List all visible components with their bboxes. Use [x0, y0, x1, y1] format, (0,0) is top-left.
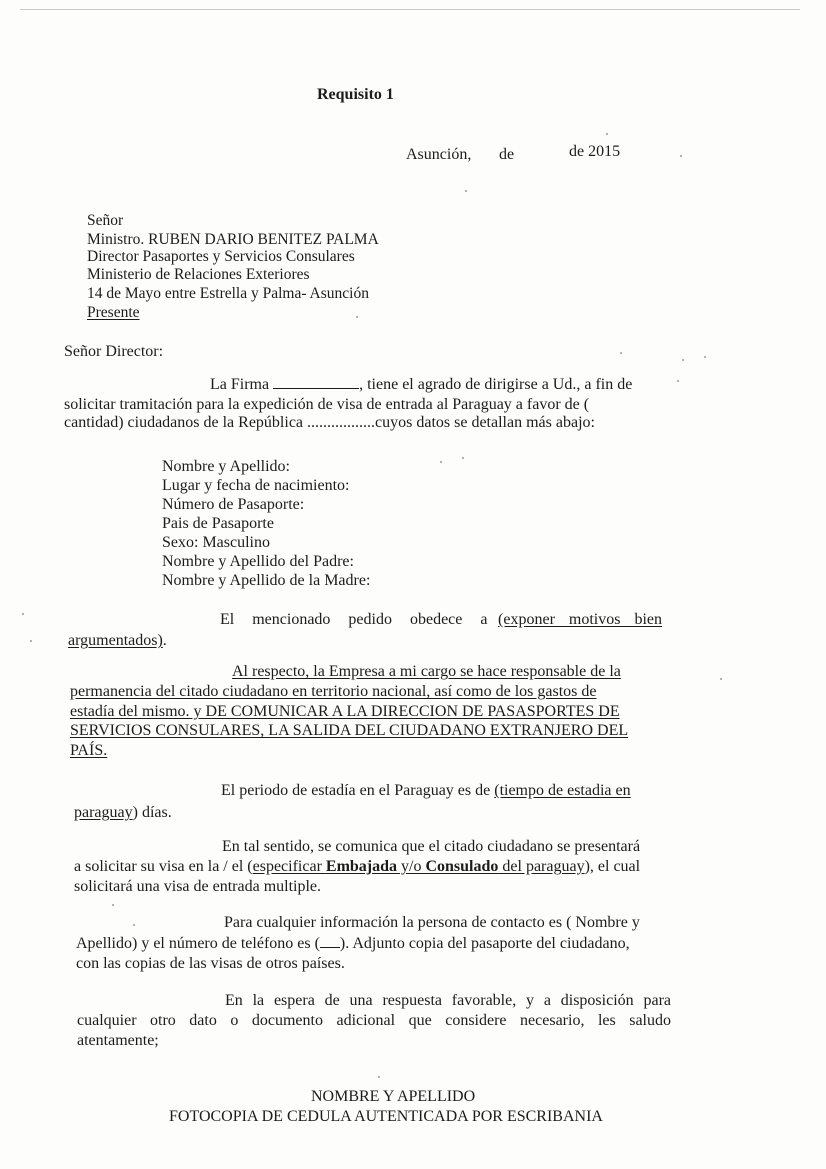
scan-speck: [680, 155, 682, 157]
sentido-line-3: solicitará una visa de entrada multiple.: [74, 878, 322, 895]
addressee-ministry: Ministerio de Relaciones Exteriores: [87, 266, 310, 283]
responsabilidad-line-5: PAÍS.: [70, 742, 108, 759]
date-year: de 2015: [569, 143, 621, 160]
scan-speck: [462, 457, 464, 459]
addressee-position: Director Pasaportes y Servicios Consulares: [87, 248, 355, 265]
periodo-line-2: [74, 804, 172, 822]
sentido-placeholder-c: del paraguay: [498, 858, 585, 875]
scan-speck: [465, 190, 467, 192]
scan-speck: [22, 613, 24, 615]
responsabilidad-line-1: Al respecto, la Empresa a mi cargo se hace responsable de la: [232, 663, 621, 680]
motivo-line-2: [68, 632, 167, 650]
document-title: Requisito 1: [317, 86, 394, 103]
field-nombre-madre: Nombre y Apellido de la Madre:: [162, 572, 371, 589]
responsabilidad-line-2: permanencia del citado ciudadano en territorio nacional, así como de los gastos de: [70, 683, 597, 700]
cierre-line-2: cualquier otro dato o documento adicional que considere necesario, les saludo: [77, 1012, 671, 1029]
addressee-salutation: Señor: [87, 212, 124, 229]
sentido-line-1: En tal sentido, se comunica que el citado ciudadano se presentará: [222, 838, 641, 855]
periodo-placeholder-end: paraguay: [74, 804, 133, 821]
motivo-line-1: [220, 611, 662, 629]
cierre-line-3: atentamente;: [77, 1032, 159, 1049]
contacto-text: Apellido) y el número de teléfono es (: [76, 935, 320, 952]
intro-firma-label: La Firma: [210, 376, 270, 393]
signature-name: NOMBRE Y APELLIDO: [311, 1088, 476, 1105]
sentido-rest: ), el cual: [584, 858, 641, 875]
scan-speck: [606, 133, 608, 135]
sentido-placeholder-a: especificar: [252, 858, 326, 875]
scan-speck: [133, 924, 135, 926]
greeting: Señor Director:: [64, 343, 164, 360]
sentido-line-2: [74, 858, 640, 876]
sentido-placeholder-b: y/o: [397, 858, 426, 875]
motivo-placeholder-end: argumentados): [68, 632, 163, 649]
firma-blank: [273, 388, 359, 389]
date-city: Asunción,: [406, 146, 472, 163]
cierre-line-1: En la espera de una respuesta favorable, y a disposición para: [225, 992, 671, 1009]
contacto-line-3: con las copias de las visas de otros países.: [76, 955, 345, 972]
addressee-name: Ministro. RUBEN DARIO BENITEZ PALMA: [87, 231, 379, 248]
intro-line-3: cantidad) ciudadanos de la República .................cuyos datos se detallan más abajo:: [64, 414, 595, 431]
motivo-period: .: [162, 632, 167, 649]
date-day-separator: de: [499, 146, 515, 163]
responsabilidad-line-4: SERVICIOS CONSULARES, LA SALIDA DEL CIUDADANO EXTRANJERO DEL: [70, 722, 629, 739]
intro-line-1: [210, 376, 632, 394]
intro-line-2: solicitar tramitación para la expedición de visa de entrada al Paraguay a favor de (: [64, 396, 590, 413]
contacto-line-1: Para cualquier información la persona de contacto es ( Nombre y: [224, 914, 640, 931]
field-nombre-padre: Nombre y Apellido del Padre:: [162, 553, 354, 570]
periodo-text: El periodo de estadía en el Paraguay es de: [221, 782, 491, 799]
field-numero-pasaporte: Número de Pasaporte:: [162, 496, 305, 513]
scan-speck: [356, 316, 358, 318]
motivo-text: El mencionado pedido obedece a: [220, 611, 488, 628]
periodo-dias: ) días.: [132, 804, 172, 821]
telefono-blank: [320, 947, 340, 948]
field-pais-pasaporte: Pais de Pasaporte: [162, 515, 274, 532]
signature-note: FOTOCOPIA DE CEDULA AUTENTICADA POR ESCRIBANIA: [169, 1108, 603, 1125]
sentido-embajada: Embajada: [325, 858, 398, 875]
field-nombre-apellido: Nombre y Apellido:: [162, 458, 290, 475]
scan-speck: [682, 359, 684, 361]
contacto-line-2: [76, 935, 630, 953]
field-sexo: Sexo: Masculino: [162, 534, 270, 551]
contacto-rest: ). Adjunto copia del pasaporte del ciudadano,: [339, 935, 630, 952]
scan-speck: [704, 356, 706, 358]
addressee-address: 14 de Mayo entre Estrella y Palma- Asunción: [87, 285, 369, 302]
motivo-placeholder: (exponer motivos bien: [498, 611, 662, 628]
scan-speck: [677, 380, 679, 382]
scan-speck: [112, 904, 114, 906]
scan-speck: [378, 1076, 380, 1078]
periodo-placeholder: (tiempo de estadia en: [494, 782, 631, 799]
scan-speck: [720, 678, 722, 680]
sentido-text: a solicitar su visa en la / el (: [74, 858, 253, 875]
scan-speck: [620, 352, 622, 354]
responsabilidad-line-3: estadía del mismo. y DE COMUNICAR A LA DIRECCION DE PASASPORTES DE: [70, 703, 620, 720]
scan-edge-line: [20, 9, 800, 10]
addressee-presente: Presente: [87, 304, 140, 321]
scan-speck: [30, 640, 32, 642]
scan-speck: [440, 461, 442, 463]
sentido-consulado: Consulado: [425, 858, 499, 875]
field-lugar-fecha-nacimiento: Lugar y fecha de nacimiento:: [162, 477, 350, 494]
periodo-line-1: [221, 782, 631, 800]
intro-firma-rest: , tiene el agrado de dirigirse a Ud., a fin de: [359, 376, 633, 393]
